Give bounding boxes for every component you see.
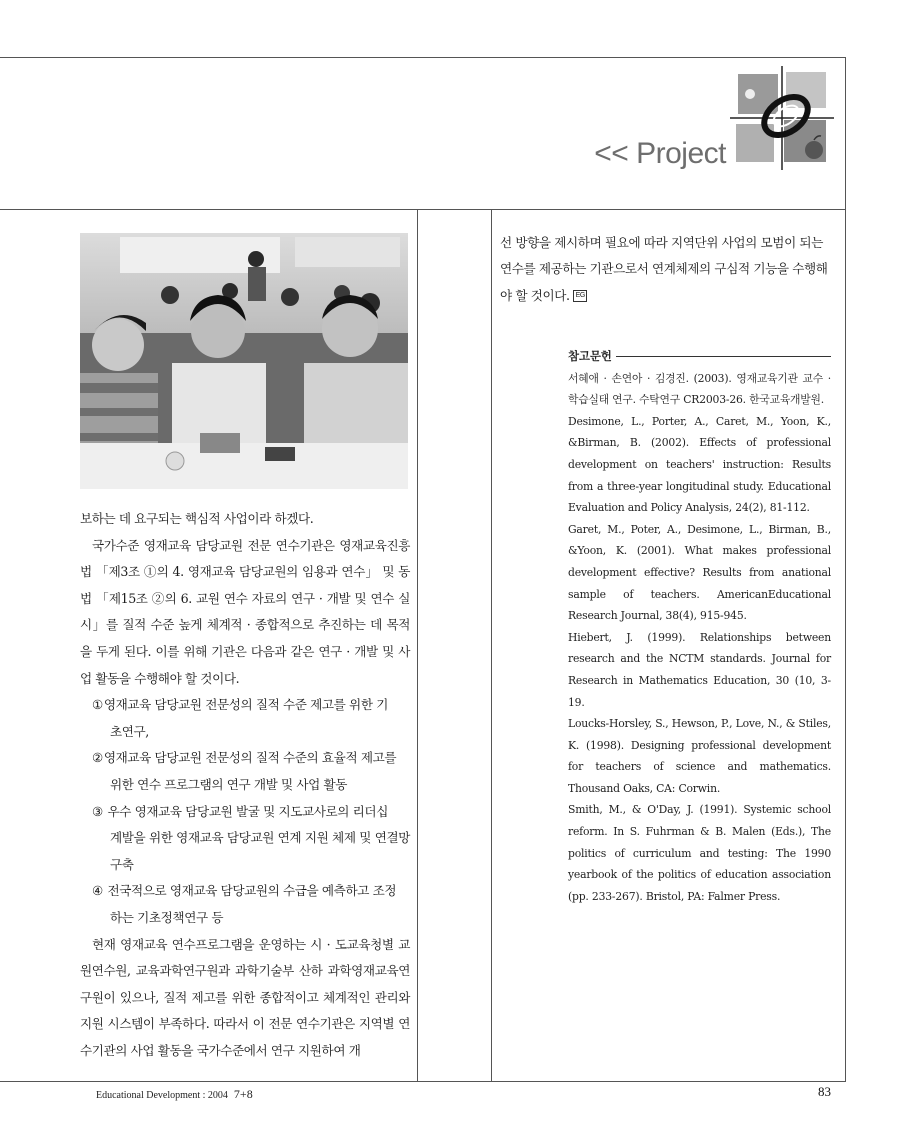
reference-item: Desimone, L., Porter, A., Caret, M., Yoon, K., &Birman, B. (2002). Effects of professional development on teachers' instruction: Results from a three-year longitudinal study. Educational Evaluation and Policy Analysis, 24(2), 81-112. [568,414,831,515]
list-number: ④ [92,883,103,899]
header-bottom-rule [0,209,846,210]
footer-journal: Educational Development : 2004 7+8 [96,1087,253,1101]
reference-item: Loucks-Horsley, S., Hewson, P., Love, N., & Stiles, K. (1998). Designing professional development for teachers of science and mathematics. Thousand Oaks, CA: Corwin. [568,717,831,795]
bottom-rule [0,1081,846,1082]
list-number: ③ [92,803,103,819]
reference-item: 서혜애 · 손연아 · 김경진. (2003). 영재교육기관 교수 · 학습실태 연구. 수탁연구 CR2003-26. 한국교육개발원. [568,371,831,407]
paragraph: 국가수준 영재교육 담당교원 전문 연수기관은 영재교육진흥법 「제3조 ①의 4. 영재교육 담당교원의 임용과 연수」 및 동법 「제15조 ②의 6. 교원 연수 자료의 연구 · 개발 및 연수 실시」를 질적 수준 높게 체계적 · 종합적으로 추진하는 데 목적을 두게 된다. 이를 위해 기관은 다음과 같은 연구 · 개발 및 사업 활동을 수행해야 할 것이다. [80,537,410,686]
references [568,346,831,907]
reference-list [568,368,831,908]
paragraph: 보하는 데 요구되는 핵심적 사업이라 하겠다. [80,511,314,526]
top-rule [0,57,846,58]
column-divider-left [417,209,418,1082]
reference-item: Hiebert, J. (1999). Relationships between research and the NCTM standards. Journal for Research in Mathematics Education, 30 (10, 3-19. [568,630,831,709]
list-number: ① [92,697,103,713]
footer-issue: 7+8 [233,1087,253,1101]
page-number: 83 [818,1084,831,1099]
references-heading: 참고문헌 [568,346,831,368]
paragraph: 현재 영재교육 연수프로그램을 운영하는 시 · 도교육청별 교원연수원, 교육과학연구원과 과학기술부 산하 과학영재교육연구원이 있으나, 질적 제고를 위한 종합적이고 체계적인 관리와 지원 시스템이 부족하다. 따라서 이 전문 연수기관은 지역별 연수기관의 사업 활동을 국가수준에서 연구 지원하여 개 [80,936,410,1058]
paragraph: 선 방향을 제시하며 필요에 따라 지역단위 사업의 모범이 되는 연수를 제공하는 기관으로서 연계체제의 구심적 기능을 수행해야 할 것이다. EG [500,235,828,303]
list-item: ①영재교육 담당교원 전문성의 질적 수준 제고를 위한 기 초연구, [92,697,388,739]
list-item: ③ 우수 영재교육 담당교원 발굴 및 지도교사로의 리더십 계발을 위한 영재교육 담당교원 연계 지원 체제 및 연결망 구축 [92,803,410,872]
end-mark-icon: EG [573,290,587,302]
heading-rule [616,356,831,357]
column-divider-right [491,209,492,1082]
reference-item: Garet, M., Poter, A., Desimone, L., Birman, B., &Yoon, K. (2001). What makes professional development effective? Results from anational sample of teachers. AmericanEducational Research Journal, 38(4), 915-945. [568,522,831,623]
right-rule [845,57,846,1082]
right-column-body [500,230,832,309]
reference-item: Smith, M., & O'Day, J. (1991). Systemic school reform. In S. Fuhrman & B. Malen (Eds.), The politics of curriculum and testing: The 1990 yearbook of the politics of education association (pp. 233-267). Bristol, PA: Falmer Press. [568,803,831,903]
list-item: ②영재교육 담당교원 전문성의 질적 수준의 효율적 제고를 위한 연수 프로그램의 연구 개발 및 사업 활동 [92,750,397,792]
left-column-body [80,506,410,1064]
section-title: << Project [594,137,726,170]
list-number: ② [92,750,103,766]
magnet-apple-icon [730,66,834,170]
classroom-photo [80,233,408,489]
list-item: ④ 전국적으로 영재교육 담당교원의 수급을 예측하고 조정 하는 기초정책연구 등 [92,883,397,925]
